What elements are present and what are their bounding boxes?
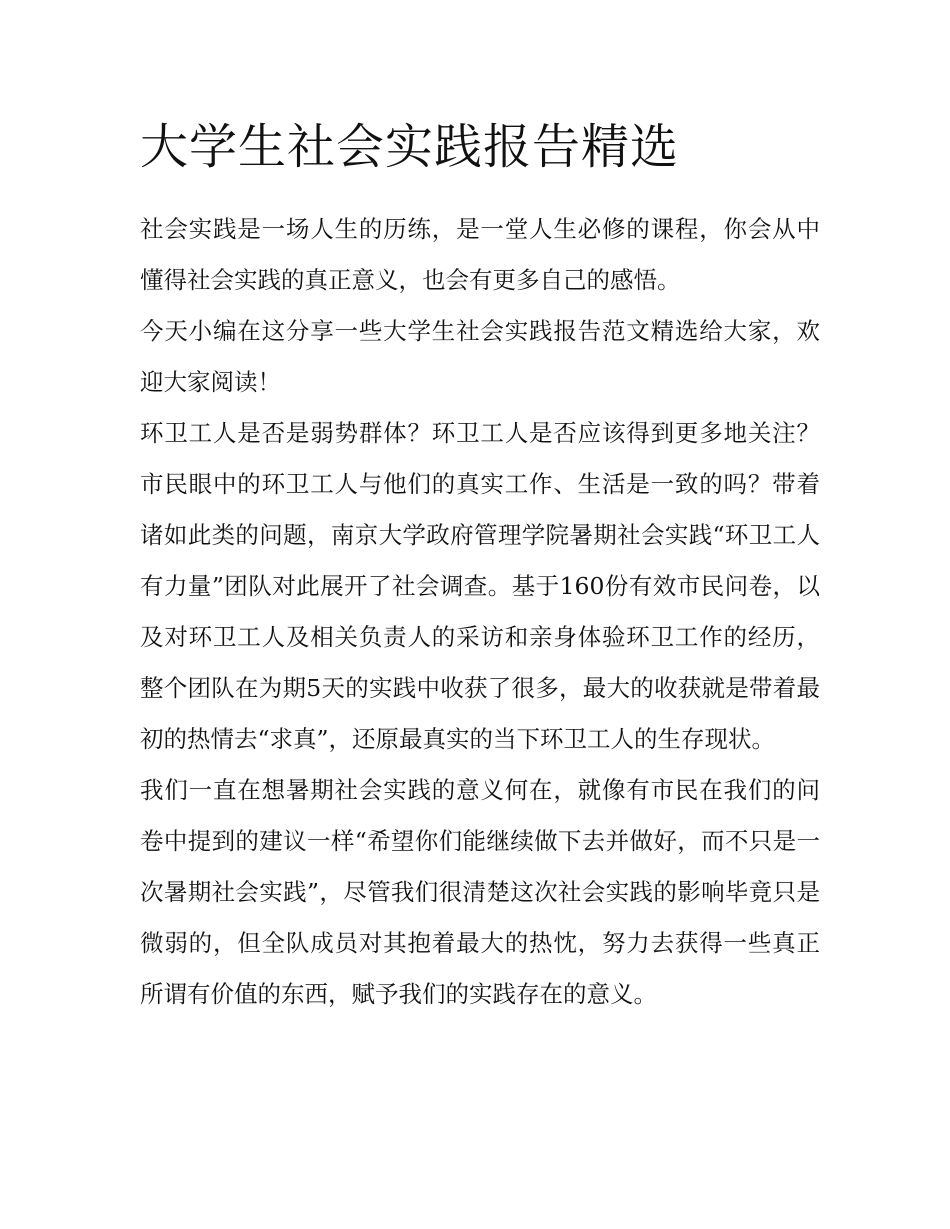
document-title: 大学生社会实践报告精选 [140, 119, 680, 175]
paragraph-intro: 社会实践是一场人生的历练，是一堂人生必修的课程，你会从中懂得社会实践的真正意义，也会有更多自己的感悟。 [140, 215, 820, 294]
paragraph-welcome: 今天小编在这分享一些大学生社会实践报告范文精选给大家，欢迎大家阅读！ [140, 317, 820, 396]
paragraph-practice-meaning: 我们一直在想暑期社会实践的意义何在，就像有市民在我们的问卷中提到的建议一样“希望你们能继续做下去并做好，而不只是一次暑期社会实践”，尽管我们很清楚这次社会实践的影响毕竟只是微弱的，但全队成员对其抱着最大的热忱，努力去获得一些真正所谓有价值的东西，赋予我们的实践存在的意义。 [140, 776, 820, 1008]
paragraph-sanitation-survey: 环卫工人是否是弱势群体？环卫工人是否应该得到更多地关注？市民眼中的环卫工人与他们的真实工作、生活是一致的吗？带着诸如此类的问题，南京大学政府管理学院暑期社会实践“环卫工人有力量”团队对此展开了社会调查。基于160份有效市民问卷，以及对环卫工人及相关负责人的采访和亲身体验环卫工作的经历，整个团队在为期5天的实践中收获了很多，最大的收获就是带着最初的热情去“求真”，还原最真实的当下环卫工人的生存现状。 [140, 419, 820, 753]
document-content [140, 114, 820, 1020]
